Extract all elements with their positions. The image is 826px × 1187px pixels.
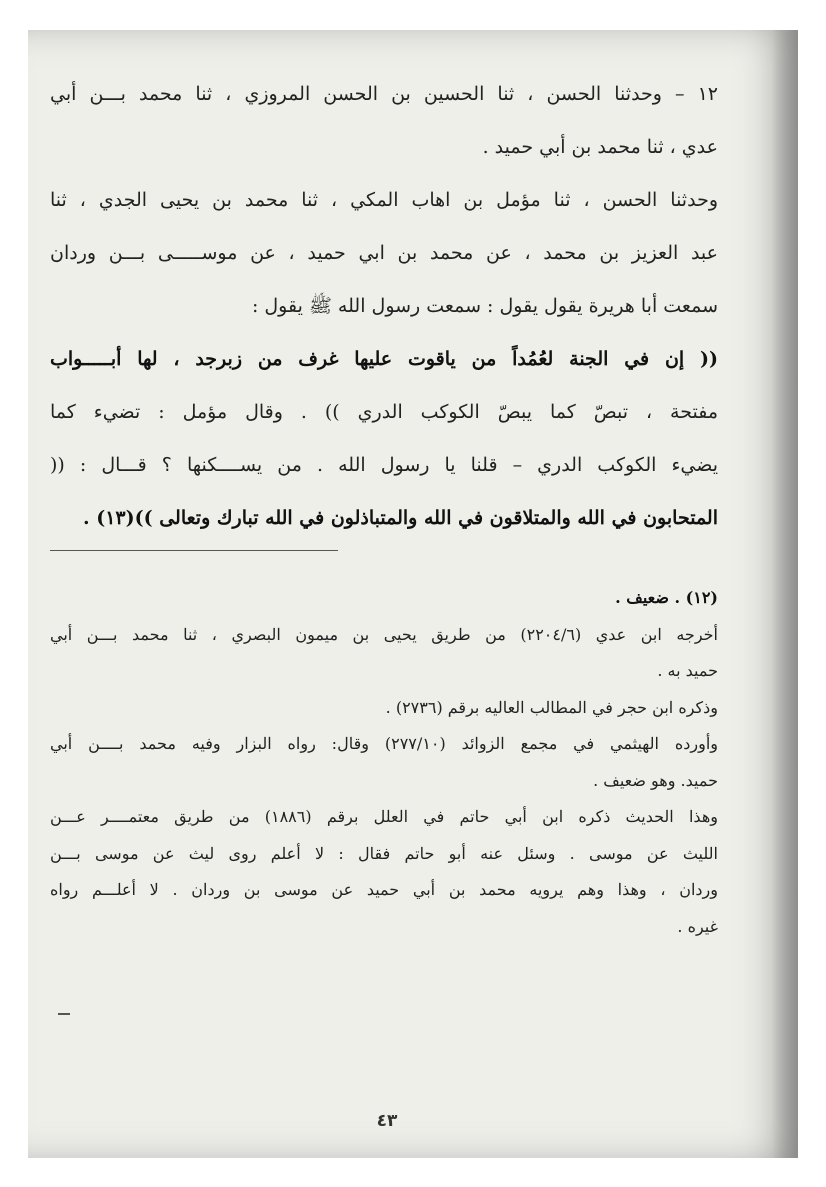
text-line: سمعت أبا هريرة يقول يقول : سمعت رسول الله ﷺ يقول : [251,295,718,317]
footnote-line: وذكره ابن حجر في المطالب العاليه برقم (٢٧٣٦) . [385,697,718,717]
page-number: ٤٣ [376,1111,398,1131]
footnote-line: الليث عن موسى . وسئل عنه أبو حاتم فقال : لا أعلم روى ليث عن موسى بـــن [50,843,718,863]
footnote-heading: (١٢) . ضعيف . [615,588,718,607]
footnote-line: حميد. وهو ضعيف . [593,770,718,790]
text-line: يضيء الكوكب الدري – قلنا يا رسول الله . من يســــكنها ؟ قـــال : (( [50,454,718,476]
main-text [50,68,718,545]
text-line: عبد العزيز بن محمد ، عن محمد بن ابي حميد ، عن موســـــى بـــن وردان [50,242,718,264]
hadith-line: المتحابون في الله والمتلاقون في الله والمتباذلون في الله تبارك وتعالى ))(١٣) . [82,507,718,529]
footnote-line: أخرجه ابن عدي (٢٢٠٤/٦) من طريق يحيى بن ميمون البصري ، ثنا محمد بـــن أبي [50,624,718,644]
footnote-line: وردان ، وهذا وهم يرويه محمد بن أبي حميد عن موسى بن وردان . لا أعلـــم رواه [50,880,718,899]
footnote-line: وهذا الحديث ذكره ابن أبي حاتم في العلل برقم (١٨٨٦) من طريق معتمــــر عـــن [50,807,718,826]
text-line: عدي ، ثنا محمد بن أبي حميد . [482,136,718,158]
footnotes [50,580,718,945]
hadith-line: (( إن في الجنة لعُمُداً من ياقوت عليها غرف من زبرجد ، لها أبـــــواب [50,348,718,370]
footnote-line: حميد به . [657,661,718,680]
hadith-line: مفتحة ، تبصّ كما يبصّ الكوكب الدري )) . وقال مؤمل : تضيء كما [50,401,718,423]
footnote-line: غيره . [677,916,718,936]
page-edge-shadow [772,30,798,1158]
text-line: وحدثنا الحسن ، ثنا مؤمل بن اهاب المكي ، ثنا محمد بن يحيى الجدي ، ثنا [50,189,718,211]
end-dash [58,1013,70,1015]
footnote-line: وأورده الهيثمي في مجمع الزوائد (٢٧٧/١٠) وقال: رواه البزار وفيه محمد بــــن أبي [50,734,718,753]
text-line: ١٢ – وحدثنا الحسن ، ثنا الحسين بن الحسن المروزي ، ثنا محمد بـــن أبي [50,83,718,105]
footnote-separator [50,550,338,551]
